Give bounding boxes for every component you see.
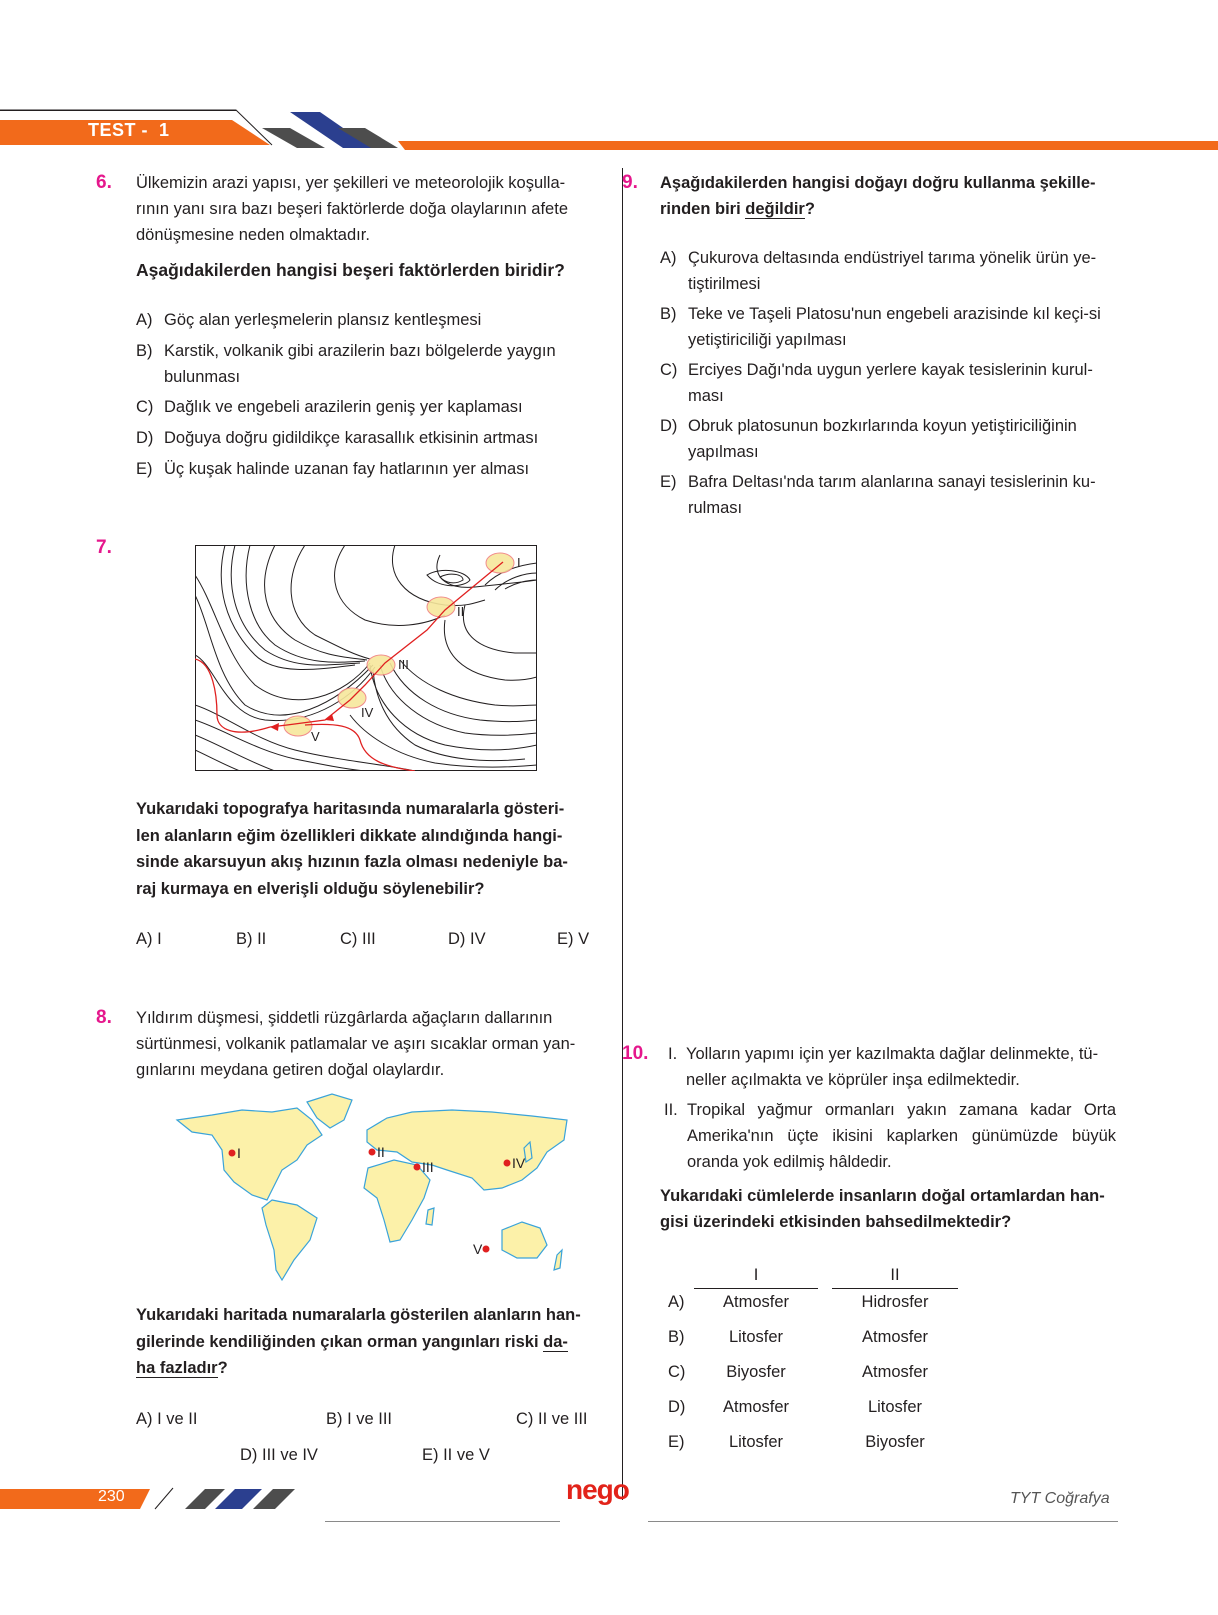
statement-ii: II. Tropikal yağmur ormanları yakın zamana kadar Orta Amerika'nın üçte ikisini kaplarken günümüzde büyük oranda yok edilmiş hâldedir. (664, 1101, 1116, 1171)
option-c[interactable]: C) Dağlık ve engebeli arazilerin geniş yer kaplaması (136, 398, 523, 416)
option-d[interactable]: D) Obruk platosunun bozkırlarında koyun yetiştiriciliğinin yapılması (660, 417, 1077, 461)
point-III-icon (414, 1164, 421, 1171)
label-II: II (457, 604, 465, 619)
page-number: 230 (98, 1488, 125, 1505)
area-V-marker (284, 716, 312, 736)
label-IV: IV (512, 1155, 526, 1171)
test-label: TEST - 1 (88, 120, 170, 140)
world-map (172, 1090, 572, 1285)
question-number: 7. (96, 537, 112, 558)
question-number: 6. (96, 172, 112, 193)
footer-rule-right (648, 1521, 1118, 1522)
point-V-icon (483, 1246, 490, 1253)
question-prompt: Yukarıdaki topografya haritasında numaralarla gösteri- len alanların eğim özellikleri dikkate alındığında hangi- sinde akarsuyun akış hızının fazla olması nedeniyle ba- raj kurmaya en elverişli olduğu söylenebilir? (136, 800, 568, 898)
label-III: III (422, 1159, 434, 1175)
column-divider (622, 168, 623, 1500)
option-d[interactable]: D) IV (448, 930, 486, 948)
question-prompt: Aşağıdakilerden hangisi doğayı doğru kullanma şekille- rinden biri değildir? (660, 174, 1096, 218)
option-a[interactable]: A) Göç alan yerleşmelerin plansız kentleşmesi (136, 311, 482, 329)
column-header-ii: II (832, 1262, 958, 1289)
question-prompt: Yukarıdaki cümlelerde insanların doğal ortamlardan han- gisi üzerindeki etkisinden bahsedilmektedir? (660, 1187, 1105, 1231)
question-stem: Yıldırım düşmesi, şiddetli rüzgârlarda ağaçların dallarının sürtünmesi, volkanik patlamalar ve aşırı sıcaklar orman yan- gınlarını meydana getiren doğal olaylardır. (136, 1009, 576, 1079)
option-b[interactable]: B) Teke ve Taşeli Platosu'nun engebeli arazisinde kıl keçi-si yetiştiriciliği yapılması (660, 305, 1101, 349)
header-decoration (0, 105, 1218, 150)
question-prompt: Aşağıdakilerden hangisi beşeri faktörlerden biridir? (136, 260, 565, 280)
option-e[interactable]: E) V (557, 930, 590, 948)
point-II-icon (369, 1149, 376, 1156)
australia (502, 1222, 547, 1258)
option-b[interactable]: B) II (236, 930, 267, 948)
label-I: I (517, 555, 521, 570)
footer-rule-left (325, 1521, 560, 1522)
label-V: V (473, 1241, 483, 1257)
area-I-marker (486, 553, 514, 573)
book-title: TYT Coğrafya (1010, 1490, 1110, 1507)
option-b[interactable]: B) Karstik, volkanik gibi arazilerin bazı bölgelerde yaygın bulunması (136, 342, 556, 386)
option-c[interactable]: C) III (340, 930, 376, 948)
emphasis-underline: ha fazladır (136, 1359, 218, 1377)
option-e[interactable]: E) II ve V (422, 1446, 490, 1464)
africa (364, 1160, 430, 1242)
question-prompt: Yukarıdaki haritada numaralarla gösterilen alanların han- gilerinde kendiliğinden çıkan orman yangınları riski da- ha fazladır? (136, 1306, 581, 1377)
footer-decoration (0, 1482, 340, 1512)
publisher-logo: nego (566, 1474, 629, 1505)
topographic-map (195, 545, 537, 771)
option-d[interactable]: D) III ve IV (240, 1446, 318, 1464)
new-zealand (554, 1250, 562, 1270)
label-V: V (311, 729, 320, 744)
option-a[interactable]: A) I ve II (136, 1410, 198, 1428)
option-c[interactable]: C) Erciyes Dağı'nda uygun yerlere kayak tesislerinin kurul-ması (660, 361, 1093, 405)
option-d[interactable]: D) Doğuya doğru gidildikçe karasallık etkisinin artması (136, 429, 539, 447)
option-e[interactable]: E) Üç kuşak halinde uzanan fay hatlarının yer alması (136, 460, 530, 478)
question-stem: Ülkemizin arazi yapısı, yer şekilleri ve meteorolojik koşulla- rının yanı sıra bazı beşeri faktörlerde doğa olaylarının afete dönüşmesine neden olmaktadır. (136, 174, 568, 244)
south-america (262, 1200, 317, 1280)
label-III: III (398, 657, 409, 672)
statement-i: I. Yolların yapımı için yer kazılmakta dağlar delinmekte, tü-neller açılmakta ve köprüler inşa edilmektedir. (668, 1045, 1099, 1089)
emphasis-underline: değildir (745, 200, 805, 218)
madagascar (426, 1208, 434, 1225)
question-number: 8. (96, 1007, 112, 1028)
north-america (177, 1108, 322, 1200)
question-number: 10. (622, 1043, 649, 1064)
point-IV-icon (504, 1160, 511, 1167)
option-a[interactable]: A) Çukurova deltasında endüstriyel tarıma yönelik ürün ye-tiştirilmesi (660, 249, 1097, 293)
label-IV: IV (361, 705, 374, 720)
label-I: I (237, 1145, 241, 1161)
option-e[interactable]: E) Bafra Deltası'nda tarım alanlarına sanayi tesislerinin ku-rulması (660, 473, 1096, 517)
option-b[interactable]: B) I ve III (326, 1410, 393, 1428)
point-I-icon (229, 1150, 236, 1157)
question-number: 9. (622, 172, 638, 193)
emphasis-underline: da- (543, 1332, 568, 1351)
option-a[interactable]: A) I (136, 930, 162, 948)
label-II: II (377, 1144, 385, 1160)
column-header-i: I (694, 1262, 818, 1289)
option-c[interactable]: C) II ve III (516, 1410, 588, 1428)
